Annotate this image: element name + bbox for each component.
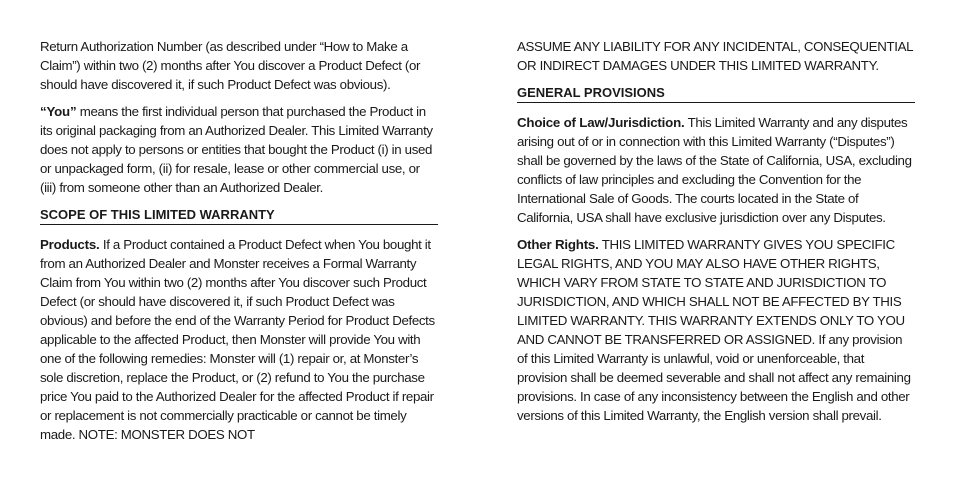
paragraph-you-definition (40, 102, 438, 197)
left-column (40, 37, 438, 452)
paragraph-liability: ASSUME ANY LIABILITY FOR ANY INCIDENTAL, CONSEQUENTIAL OR INDIRECT DAMAGES UNDER THIS LIMITED WARRANTY. (517, 39, 913, 73)
right-column (517, 37, 915, 433)
paragraph-products (40, 235, 438, 444)
term-products: Products. (40, 237, 100, 252)
paragraph-return-authorization: Return Authorization Number (as described under “How to Make a Claim”) within two (2) months after You discover a Product Defect (or should have discovered it, if such Product Defect was obvious). (40, 39, 421, 92)
definition-you-body: means the first individual person that purchased the Product in its original packaging from an Authorized Dealer. This Limited Warranty does not apply to persons or entities that bought the Product (i) in used or unpackaged form, (ii) for resale, lease or other commercial use, or (iii) from someone other than an Authorized Dealer. (40, 104, 433, 195)
term-choice-of-law: Choice of Law/Jurisdiction. (517, 115, 685, 130)
choice-of-law-body: This Limited Warranty and any disputes arising out of or in connection with this Limited Warranty (“Disputes”) shall be governed by the laws of the State of California, USA, excluding conflicts of law principles and excluding the Convention for the International Sale of Goods. The courts located in the State of California, USA shall have exclusive jurisdiction over any Disputes. (517, 115, 912, 225)
term-other-rights: Other Rights. (517, 237, 599, 252)
products-body: If a Product contained a Product Defect when You bought it from an Authorized Dealer and Monster receives a Formal Warranty Claim from You within two (2) months after You discover such Product Defect (or should have discovered it, if such Product Defect was obvious) and before the end of the Warranty Period for Product Defects applicable to the affected Product, then Monster will provide You with one of the following remedies: Monster will (1) repair or, at Monster’s sole discretion, replace the Product, or (2) refund to You the purchase price You paid to the Authorized Dealer for the affected Product if repair or replacement is not commercially practicable or cannot be timely made. NOTE: MONSTER DOES NOT (40, 237, 435, 442)
other-rights-body: THIS LIMITED WARRANTY GIVES YOU SPECIFIC LEGAL RIGHTS, AND YOU MAY ALSO HAVE OTHER RIGHTS, WHICH VARY FROM STATE TO STATE AND JURISDICTION TO JURISDICTION, AND WHICH SHALL NOT BE AFFECTED BY THIS LIMITED WARRANTY. THIS WARRANTY EXTENDS ONLY TO YOU AND CANNOT BE TRANSFERRED OR ASSIGNED. If any provision of this Limited Warranty is unlawful, void or unenforceable, that provision shall be deemed severable and shall not affect any remaining provisions. In case of any inconsistency between the English and other versions of this Limited Warranty, the English version shall prevail. (517, 237, 911, 423)
section-heading-scope: SCOPE OF THIS LIMITED WARRANTY (40, 206, 438, 225)
paragraph-choice-of-law (517, 113, 915, 227)
section-heading-general-provisions: GENERAL PROVISIONS (517, 84, 915, 103)
term-you: “You” (40, 104, 77, 119)
paragraph-other-rights (517, 235, 915, 425)
